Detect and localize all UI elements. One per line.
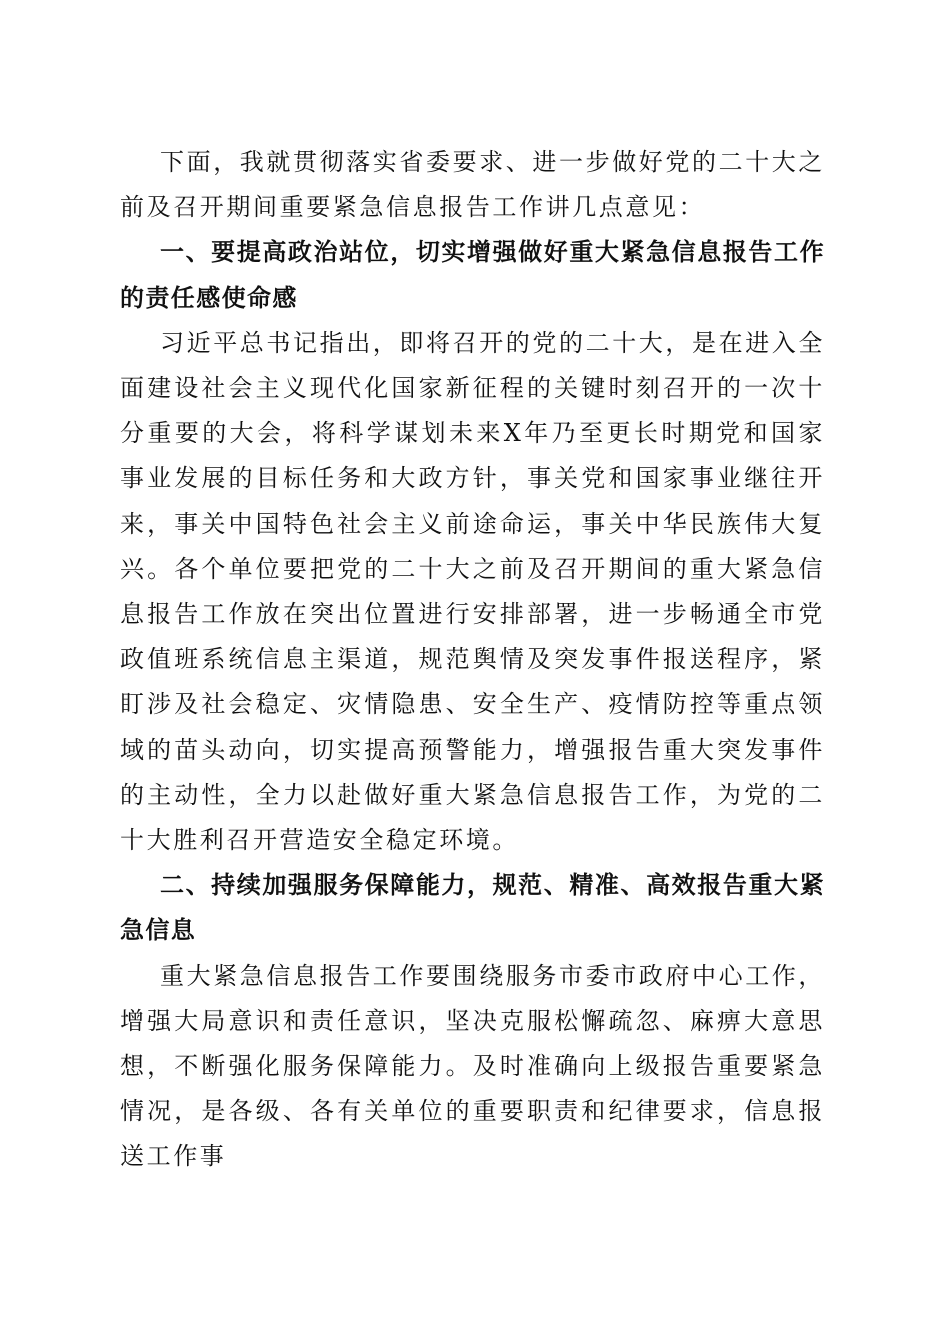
section-1-heading: 一、要提高政治站位，切实增强做好重大紧急信息报告工作的责任感使命感 [120,238,825,312]
section-1-paragraph: 习近平总书记指出，即将召开的党的二十大，是在进入全面建设社会主义现代化国家新征程的关键时刻召开的一次十分重要的大会，将科学谋划未来X年乃至更长时期党和国家事业发展的目标任务和大政方针，事关党和国家事业继往开来，事关中国特色社会主义前途命运，事关中华民族伟大复兴。各个单位要把党的二十大之前及召开期间的重大紧急信息报告工作放在突出位置进行安排部署，进一步畅通全市党政值班系统信息主渠道，规范舆情及突发事件报送程序，紧盯涉及社会稳定、灾情隐患、安全生产、疫情防控等重点领域的苗头动向，切实提高预警能力，增强报告重大突发事件的主动性，全力以赴做好重大紧急信息报告工作，为党的二十大胜利召开营造安全稳定环境。 [120,328,825,855]
intro-paragraph: 下面，我就贯彻落实省委要求、进一步做好党的二十大之前及召开期间重要紧急信息报告工作讲几点意见： [120,148,825,222]
section-2-paragraph: 重大紧急信息报告工作要围绕服务市委市政府中心工作，增强大局意识和责任意识，坚决克服松懈疏忽、麻痹大意思想，不断强化服务保障能力。及时准确向上级报告重要紧急情况，是各级、各有关单位的重要职责和纪律要求，信息报送工作事 [120,961,825,1171]
document-body [120,140,825,1180]
section-2-heading: 二、持续加强服务保障能力，规范、精准、高效报告重大紧急信息 [120,871,825,945]
